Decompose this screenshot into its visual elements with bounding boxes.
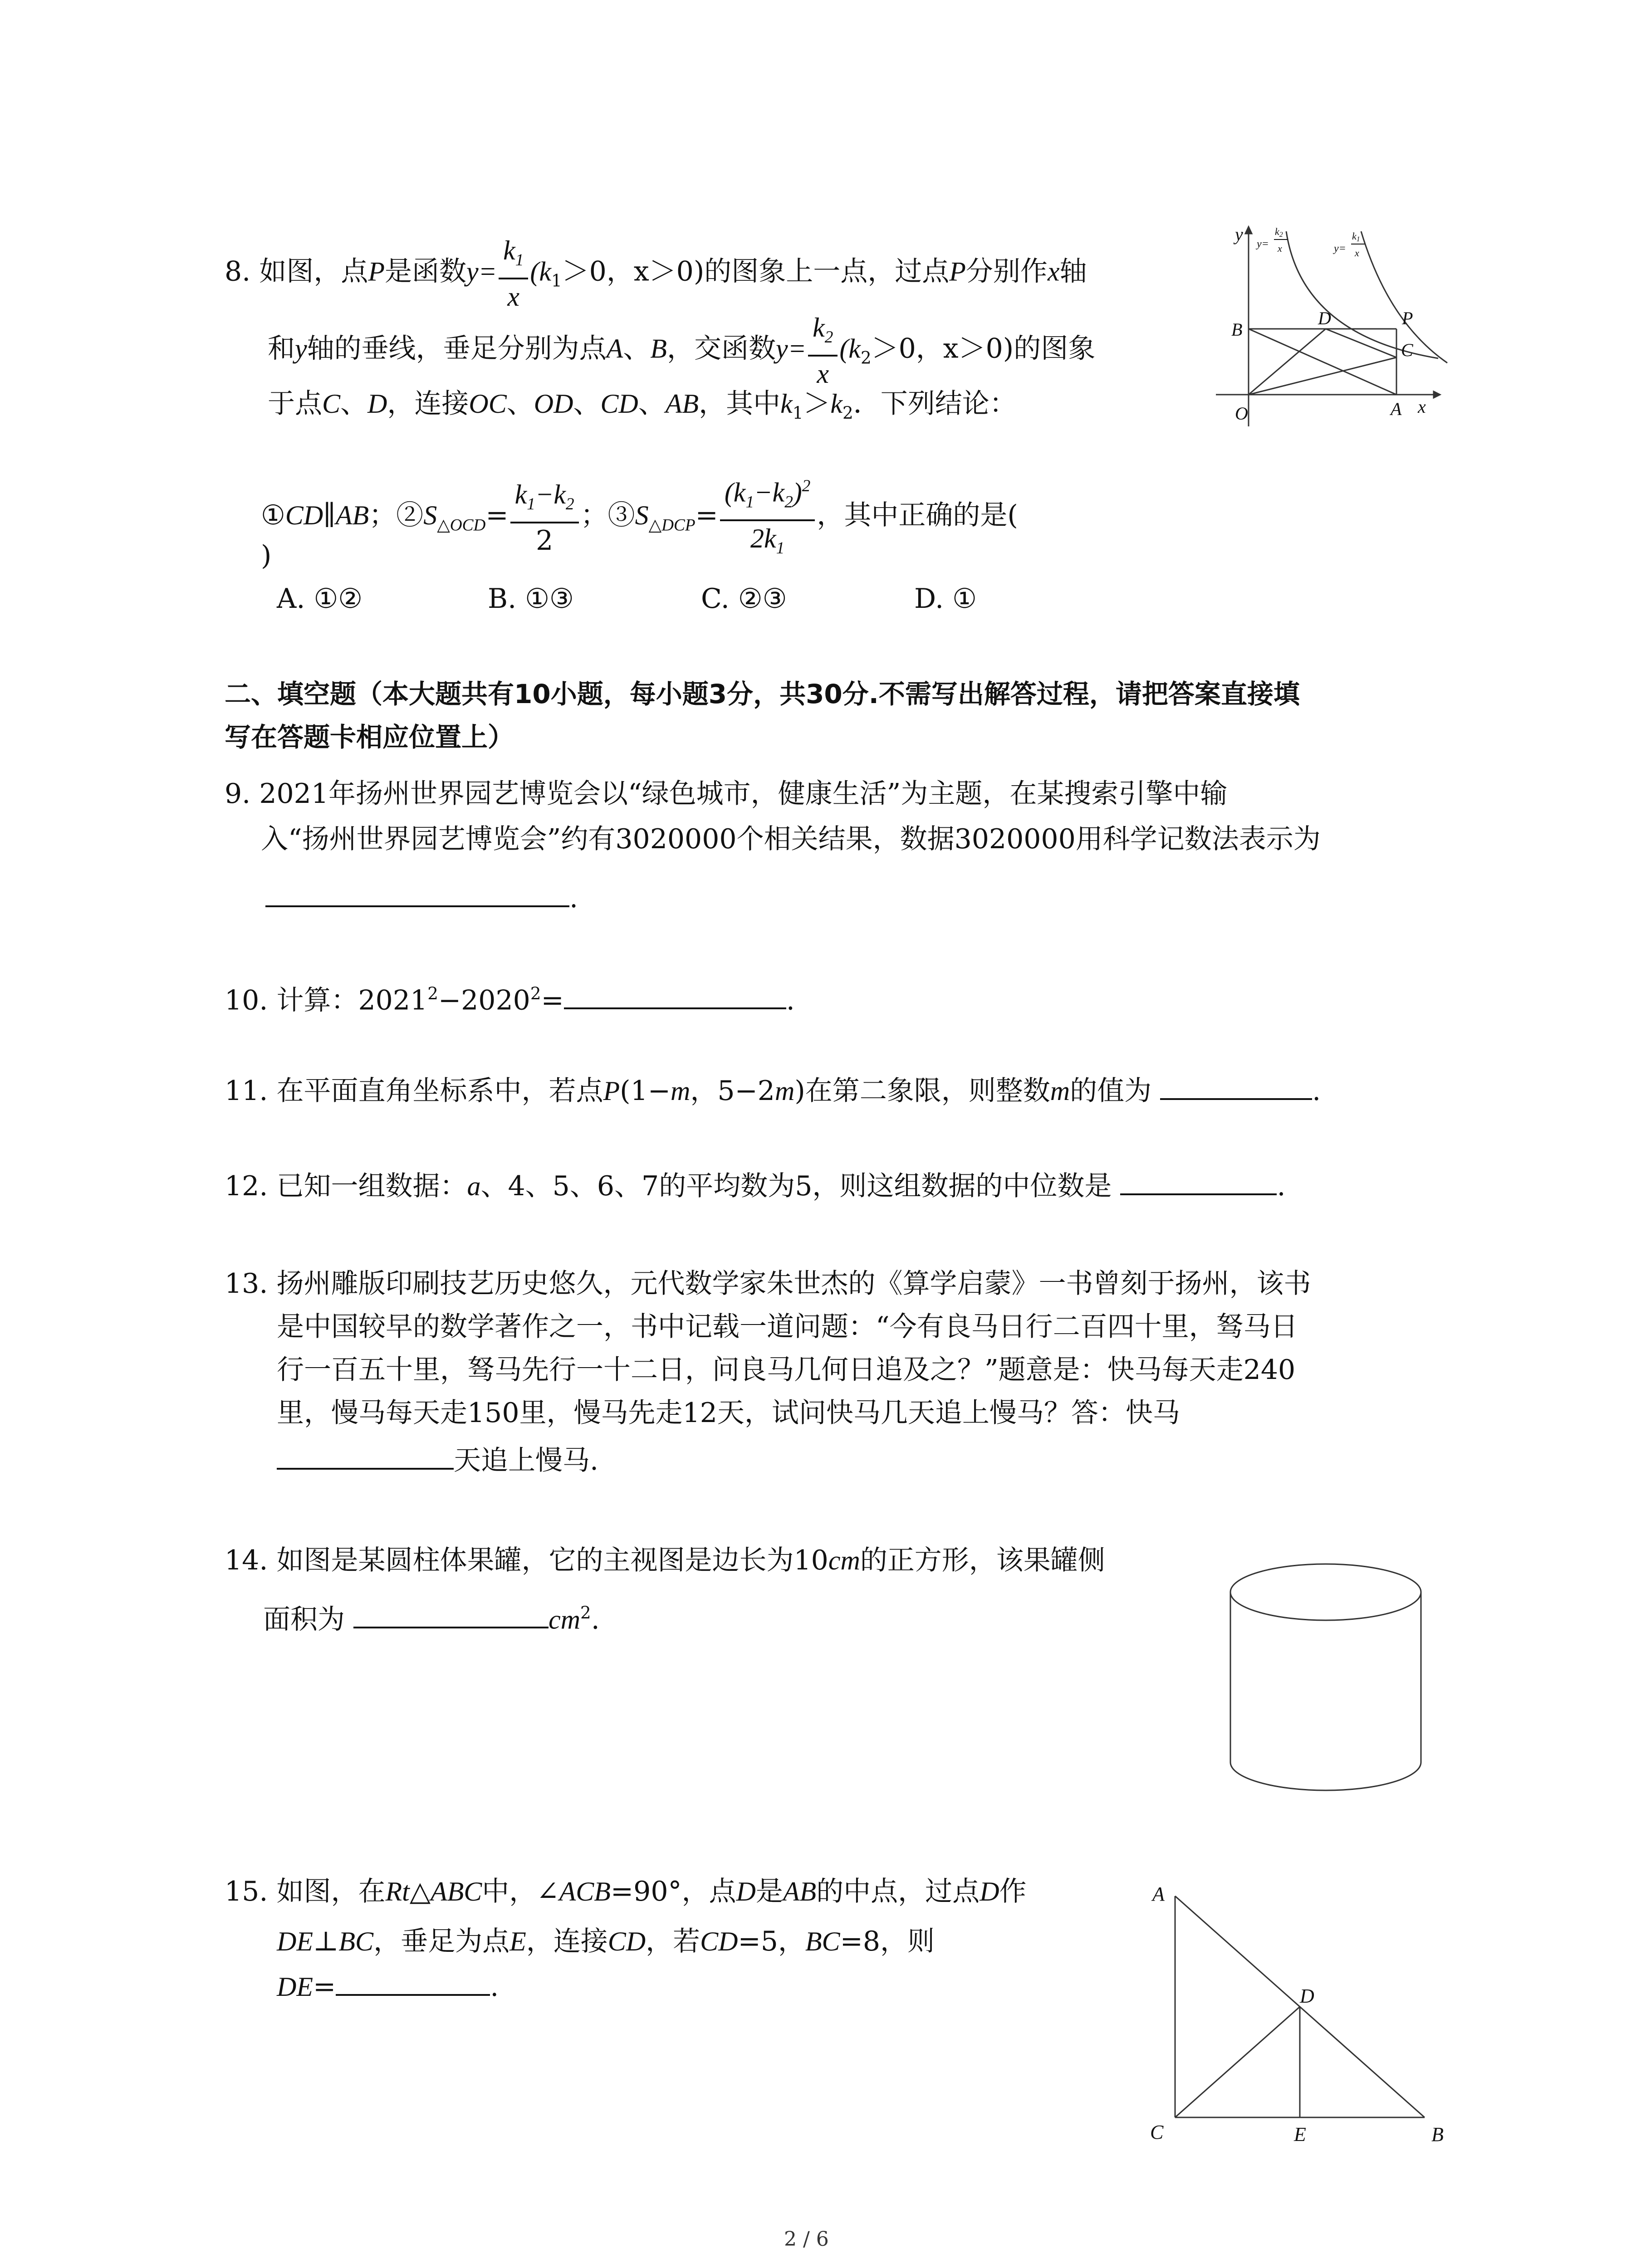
q15-line1	[225, 1878, 1027, 1905]
q12-text: 12. 已知一组数据：	[225, 1170, 467, 1202]
q8-sub: 1	[792, 403, 803, 423]
q14-line2	[263, 1599, 600, 1636]
q8-k: k	[554, 479, 566, 509]
label-d: D	[1318, 308, 1331, 328]
q8-s: S	[635, 500, 649, 531]
q14-exp: 2	[580, 1603, 591, 1623]
q10-text: −2020	[438, 984, 530, 1017]
q14-line1	[225, 1547, 1105, 1574]
q8-paren: )	[793, 477, 802, 508]
q8-den: 2k	[750, 523, 776, 554]
curve-k2-num: k2	[1275, 226, 1283, 239]
q15-angle: ACB	[559, 1877, 611, 1906]
q8-point-p: P	[949, 256, 966, 287]
q8-cond: (k	[839, 333, 861, 364]
q15-value: =5，	[738, 1926, 805, 1957]
q8-cd: CD	[600, 389, 638, 419]
q8-fraction-k2-x	[808, 313, 838, 388]
q8-fraction-3	[720, 472, 815, 563]
q14-text: 14. 如图是某圆柱体果罐，它的主视图是边长为10	[225, 1545, 828, 1576]
q13-line2: 是中国较早的数学著作之一，书中记载一道问题：“今有良马日行二百四十里，驽马日	[277, 1311, 1298, 1343]
label-c: C	[1150, 2121, 1164, 2143]
q11-text: 的值为	[1070, 1075, 1152, 1107]
q11-period: .	[1312, 1075, 1321, 1107]
q8-sep: 、	[638, 388, 666, 420]
q8-k: k	[503, 235, 515, 265]
q8-text: ，其中正确的是(	[817, 499, 1018, 532]
q8-sub: 1	[551, 270, 562, 291]
q8-x: x	[817, 359, 829, 389]
q8-circle-2: ；②	[369, 499, 424, 532]
q8-graph	[1211, 213, 1456, 426]
q8-sep: 、	[506, 388, 534, 420]
q8-cond: (k	[530, 256, 551, 287]
q8-cd: CD	[285, 500, 323, 531]
q8-text: 轴的垂线，垂足分别为点	[307, 332, 607, 365]
q14-text: 的正方形，该果罐侧	[860, 1545, 1105, 1576]
q8-text: ，其中	[699, 388, 781, 420]
q8-sub: 1	[745, 493, 754, 512]
q15-text: 中，∠	[482, 1876, 559, 1907]
q8-sub: 2	[860, 347, 872, 368]
q8-k: k	[830, 389, 843, 419]
q10-line	[225, 980, 795, 1017]
label-y-axis: y	[1235, 224, 1243, 244]
q15-answer-blank[interactable]	[336, 1973, 490, 1996]
curve-k1-num: k1	[1352, 230, 1360, 243]
section2-title-line1: 二、填空题（本大题共有10小题，每小题3分，共30分.不需写出解答过程，请把答案直接填	[225, 679, 1300, 709]
q8-x: x	[507, 282, 520, 312]
q15-text: 作	[999, 1876, 1027, 1907]
cylinder-bottom	[1230, 1762, 1421, 1790]
q13-text: 天追上慢马.	[454, 1445, 599, 1476]
q8-func-y: y=	[466, 256, 497, 287]
q9-answer	[265, 882, 578, 914]
q11-m: m	[671, 1076, 691, 1106]
q15-cd: CD	[700, 1926, 738, 1956]
cylinder-top	[1230, 1564, 1421, 1620]
q8-tri-dcp: △DCP	[648, 516, 696, 535]
label-d: D	[1300, 1985, 1314, 2007]
q8-oc: OC	[469, 389, 507, 419]
q10-period: .	[786, 984, 795, 1017]
q9-line1: 9. 2021年扬州世界园艺博览会以“绿色城市，健康生活”为主题，在某搜索引擎中输	[225, 778, 1228, 810]
label-p: P	[1402, 308, 1413, 328]
q8-text: ＞	[803, 388, 831, 420]
q11-m: m	[774, 1076, 795, 1106]
triangle-figure	[1134, 1873, 1452, 2155]
q8-text: ．下列结论：	[853, 388, 1017, 420]
q15-text: 的中点，过点	[816, 1876, 980, 1907]
q15-d: D	[980, 1877, 999, 1906]
q14-unit: cm	[549, 1604, 581, 1635]
q8-fraction-2	[510, 480, 579, 555]
q10-eq: =	[541, 984, 564, 1017]
label-a: A	[1152, 1883, 1165, 1905]
q8-s: S	[423, 500, 437, 531]
q8-sep: 、	[623, 332, 651, 365]
q11-line	[225, 1077, 1321, 1105]
q8-sub: 2	[565, 494, 574, 513]
label-curve-k1: y=	[1334, 243, 1346, 254]
q15-value: =8，则	[840, 1926, 935, 1957]
q9-line2: 入“扬州世界园艺博览会”约有3020000个相关结果，数据3020000用科学记数法表示为	[261, 823, 1321, 855]
q9-answer-blank[interactable]	[265, 885, 569, 907]
segment-cd	[1175, 2007, 1300, 2117]
q12-answer-blank[interactable]	[1120, 1173, 1277, 1195]
q8-sq: 2	[802, 477, 811, 495]
q11-coords: (1−	[620, 1075, 671, 1107]
curve-k1-den: x	[1355, 247, 1359, 259]
q15-period: .	[490, 1971, 499, 2003]
label-b: B	[1431, 2123, 1444, 2146]
segment-ab	[1249, 329, 1396, 395]
q15-line2	[277, 1928, 935, 1955]
q13-line1: 13. 扬州雕版印刷技艺历史悠久，元代数学家朱世杰的《算学启蒙》一书曾刻于扬州，该书	[225, 1268, 1311, 1300]
q8-den: 2	[535, 524, 554, 557]
q8-circle-3: ；③	[580, 499, 635, 532]
page-number: 2 / 6	[784, 2228, 829, 2251]
q8-text: 是函数	[384, 255, 466, 288]
q13-answer-blank[interactable]	[277, 1447, 454, 1470]
q8-fraction-k1-x	[499, 236, 528, 311]
q8-sub: 1	[515, 251, 524, 270]
q11-coords: ，5−2	[690, 1075, 775, 1107]
q15-de: DE	[277, 1972, 313, 2002]
q13-line3: 行一百五十里，驽马先行一十二日，问良马几何日追及之？”题意是：快马每天走240	[277, 1354, 1296, 1386]
q8-sub: 1	[527, 494, 535, 513]
q10-text: 10. 计算：2021	[225, 984, 428, 1017]
label-a: A	[1391, 399, 1402, 419]
q15-text: ，垂足为点	[373, 1926, 510, 1957]
q11-text: 11. 在平面直角坐标系中，若点	[225, 1075, 603, 1107]
q8-eq: =	[695, 499, 718, 532]
q15-eq: =	[313, 1971, 336, 2003]
q8-c: C	[322, 389, 341, 419]
q10-answer-blank[interactable]	[564, 987, 786, 1009]
label-origin: O	[1235, 403, 1248, 424]
q8-line-2	[268, 313, 1095, 388]
q12-line	[225, 1170, 1286, 1202]
label-c: C	[1401, 340, 1413, 360]
x-axis-arrow-icon	[1434, 391, 1440, 398]
cylinder-figure	[1225, 1556, 1429, 1801]
q8-text: 分别作	[965, 255, 1048, 288]
section2-title-line2: 写在答题卡相应位置上）	[225, 722, 514, 753]
q8-minus: −	[754, 477, 773, 508]
q8-ab: AB	[665, 389, 699, 419]
q8-tri-ocd: △OCD	[437, 516, 486, 535]
segment-dc	[1326, 329, 1396, 357]
q12-text: 、4、5、6、7的平均数为5，则这组数据的中位数是	[480, 1170, 1112, 1202]
q11-coords: )在第二象限，则整数	[794, 1075, 1050, 1107]
q14-text: 面积为	[263, 1603, 345, 1636]
q8-sub: 2	[843, 403, 853, 423]
q15-text: 15. 如图，在	[225, 1876, 386, 1907]
q14-unit: cm	[828, 1545, 860, 1575]
q8-option-b: B. ①③	[488, 583, 574, 615]
q8-text: ＞0，x＞0)的图象上一点，过点	[562, 255, 950, 288]
q11-answer-blank[interactable]	[1160, 1077, 1312, 1100]
q8-circle-1: ①	[261, 499, 285, 532]
q8-text: ＞0，x＞0)的图象	[871, 332, 1096, 365]
q8-option-c: C. ②③	[701, 583, 787, 615]
q8-a: A	[606, 333, 623, 364]
q8-text: 于点	[268, 388, 322, 420]
q8-minus: −	[535, 479, 554, 509]
q12-period: .	[1277, 1170, 1286, 1202]
q8-ab: AB	[335, 500, 369, 531]
q14-answer-blank[interactable]	[353, 1606, 549, 1628]
q8-line-4	[261, 472, 1018, 563]
q15-text: ，若	[646, 1926, 700, 1957]
q13-line4: 里，慢马每天走150里，慢马先走12天，试问快马几天追上慢马？答：快马	[277, 1397, 1180, 1429]
q8-option-a: A. ①②	[277, 583, 363, 615]
q8-number: 8.	[225, 255, 251, 288]
label-curve-k2: y=	[1257, 238, 1269, 250]
q8-eq: =	[485, 499, 509, 532]
q15-line3	[277, 1971, 499, 2003]
q13-line5	[277, 1447, 598, 1474]
q8-sep: 、	[573, 388, 601, 420]
q10-exp: 2	[427, 983, 438, 1003]
q15-e: E	[509, 1926, 526, 1956]
q15-text: =90°，点	[610, 1876, 736, 1907]
q8-x: x	[1047, 256, 1060, 287]
q8-text: ，连接	[387, 388, 469, 420]
q10-exp: 2	[530, 983, 541, 1003]
q15-rt-triangle: Rt△ABC	[385, 1877, 482, 1906]
q8-text: 轴	[1059, 255, 1087, 288]
q15-bc: BC	[805, 1926, 840, 1956]
label-x-axis: x	[1418, 396, 1426, 417]
q15-ab: AB	[783, 1877, 817, 1906]
q8-line-1	[225, 236, 1087, 311]
q8-paren: (k	[724, 477, 746, 508]
q15-de-perp-bc: DE⊥BC	[277, 1926, 374, 1956]
q8-point-p: P	[368, 256, 385, 287]
q8-func-y: y=	[775, 333, 807, 364]
q8-text: ，交函数	[666, 332, 776, 365]
label-b: B	[1231, 319, 1243, 340]
q8-text: 如图，点	[259, 255, 368, 288]
q8-text: 和	[268, 332, 295, 365]
q8-k: k	[780, 389, 793, 419]
q8-line-5: )	[261, 540, 272, 572]
q15-text: 是	[755, 1876, 783, 1907]
curve-k2-den: x	[1278, 243, 1282, 254]
q8-sub: 2	[824, 328, 833, 347]
q8-k: k	[813, 313, 825, 342]
q9-period: .	[569, 882, 578, 914]
q15-cd: CD	[607, 1926, 646, 1956]
q15-text: ，连接	[526, 1926, 608, 1957]
q8-line-3	[268, 390, 1017, 426]
q8-option-d: D. ①	[914, 583, 977, 615]
q8-d: D	[367, 389, 387, 419]
q8-b: B	[650, 333, 667, 364]
q8-y: y	[295, 333, 307, 364]
y-axis-arrow-icon	[1245, 227, 1252, 234]
q8-k: k	[514, 479, 527, 509]
curve-k2	[1286, 231, 1438, 358]
q11-point-p: P	[603, 1076, 620, 1106]
q15-d: D	[736, 1877, 756, 1906]
label-e: E	[1294, 2123, 1306, 2146]
q14-period: .	[591, 1603, 600, 1636]
q8-sep: 、	[340, 388, 368, 420]
q12-a: a	[467, 1171, 481, 1201]
q8-k: k	[772, 477, 785, 508]
q8-sub: 1	[776, 539, 785, 558]
q8-parallel: ∥	[323, 499, 336, 532]
q11-m: m	[1050, 1076, 1070, 1106]
q8-od: OD	[534, 389, 573, 419]
q8-sub: 2	[784, 493, 793, 512]
